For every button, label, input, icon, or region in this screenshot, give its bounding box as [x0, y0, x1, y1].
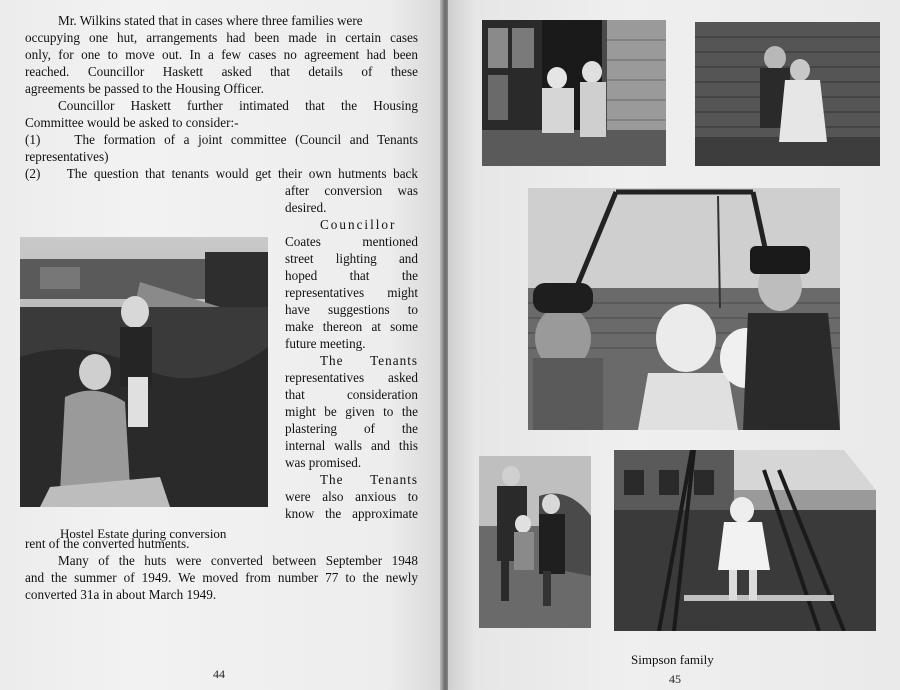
photo-children-doorway	[482, 20, 666, 166]
column-line: after conversion was	[285, 183, 418, 198]
text-line: converted 31a in about March 1949.	[25, 587, 217, 602]
photo-hostel-estate	[20, 237, 268, 507]
left-page	[0, 0, 442, 690]
text-line: representatives)	[25, 149, 109, 164]
column-line: might be given to the	[285, 404, 418, 419]
text-line: occupying one hut, arrangements had been made in certain cases	[25, 30, 418, 45]
text-line: only, for one to move out. In a few cases no agreement had been	[25, 47, 418, 62]
column-line: know the approximate	[285, 506, 418, 521]
text-line: Many of the huts were converted between September 1948	[58, 553, 418, 568]
column-line: internal walls and this	[285, 438, 418, 453]
column-line: future meeting.	[285, 336, 366, 351]
column-line: The Tenants	[320, 353, 418, 368]
page-number: 45	[669, 672, 681, 686]
photo-girl-on-swing	[614, 450, 876, 631]
photo-simpson-family	[479, 456, 591, 628]
page-number: 44	[213, 667, 225, 681]
column-line: representatives asked	[285, 370, 418, 385]
photo-girls-brick-wall	[695, 22, 880, 166]
text-line: Mr. Wilkins stated that in cases where three families were	[58, 13, 363, 28]
column-line: Coates mentioned	[285, 234, 418, 249]
text-line: agreements be passed to the Housing Officer.	[25, 81, 264, 96]
column-line: have suggestions to	[285, 302, 418, 317]
column-line: desired.	[285, 200, 327, 215]
text-line: (1) The formation of a joint committee (Council and Tenants	[25, 132, 418, 147]
text-line: and the summer of 1949. We moved from number 77 to the newly	[25, 570, 418, 585]
column-line: that consideration	[285, 387, 418, 402]
column-line: Councillor	[320, 217, 397, 232]
text-line: Committee would be asked to consider:-	[25, 115, 239, 130]
photo-children-swings	[528, 188, 840, 430]
column-line: plastering of the	[285, 421, 418, 436]
column-line: street lighting and	[285, 251, 418, 266]
photo-caption: Hostel Estate during conversion	[60, 526, 227, 541]
text-line: Councillor Haskett further intimated that the Housing	[58, 98, 418, 113]
column-line: representatives might	[285, 285, 418, 300]
column-line: make thereon at some	[285, 319, 418, 334]
column-line: The Tenants	[320, 472, 418, 487]
right-page	[448, 0, 900, 690]
text-line: reached. Councillor Haskett asked that details of these	[25, 64, 418, 79]
text-line: (2) The question that tenants would get their own hutments back	[25, 166, 418, 181]
column-line: hoped that the	[285, 268, 418, 283]
column-line: was promised.	[285, 455, 362, 470]
photo-caption: Simpson family	[631, 652, 714, 667]
column-line: were also anxious to	[285, 489, 418, 504]
text-line: rent of the converted hutments.	[25, 536, 190, 551]
